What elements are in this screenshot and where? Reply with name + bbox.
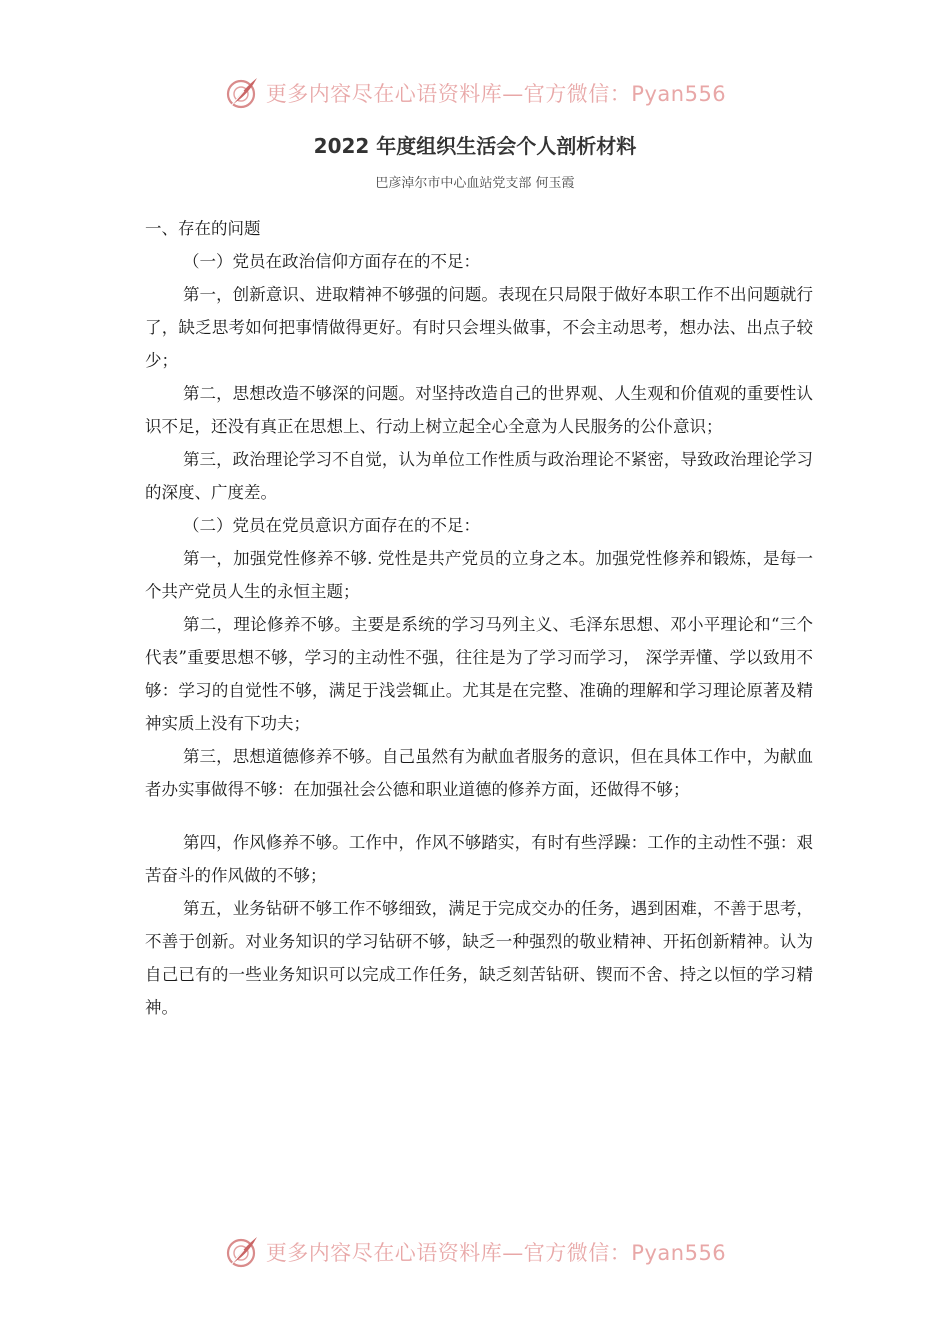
watermark-banner-top — [0, 73, 950, 113]
watermark-banner-bottom — [0, 1232, 950, 1272]
author-line: 巴彦淖尔市中心血站党支部 何玉霞 — [375, 176, 575, 191]
paragraph: 第三，思想道德修养不够。自己虽然有为献血者服务的意识，但在具体工作中，为献血者办实事做得不够：在加强社会公德和职业道德的修养方面，还做得不够； — [145, 747, 813, 799]
watermark-text: 更多内容尽在心语资料库—官方微信：Pyan556 — [265, 82, 727, 106]
subsection-heading-2: （二）党员在党员意识方面存在的不足： — [182, 516, 480, 535]
paragraph: 第二，思想改造不够深的问题。对坚持改造自己的世界观、人生观和价值观的重要性认识不足，还没有真正在思想上、行动上树立起全心全意为人民服务的公仆意识； — [145, 384, 813, 436]
paragraph: 第二，理论修养不够。主要是系统的学习马列主义、毛泽东思想、邓小平理论和“三个代表”重要思想不够，学习的主动性不强，往往是为了学习而学习， 深学弄懂、学以致用不够：学习的自觉性不够，满足于浅尝辄止。尤其是在完整、准确的理解和学习理论原著及精神实质上没有下功夫； — [145, 615, 813, 733]
feather-quill-logo-icon — [224, 1234, 260, 1270]
subsection-heading-1: （一）党员在政治信仰方面存在的不足： — [182, 252, 480, 271]
document-body — [145, 212, 813, 1024]
paragraph: 第四，作风修养不够。工作中，作风不够踏实，有时有些浮躁：工作的主动性不强：艰苦奋斗的作风做的不够； — [145, 833, 813, 885]
paragraph: 第一，创新意识、进取精神不够强的问题。表现在只局限于做好本职工作不出问题就行了，缺乏思考如何把事情做得更好。有时只会埋头做事，不会主动思考，想办法、出点子较少； — [145, 285, 813, 370]
section-heading: 一、存在的问题 — [145, 219, 261, 238]
feather-quill-logo-icon — [224, 75, 260, 111]
document-title: 2022 年度组织生活会个人剖析材料 — [313, 134, 637, 158]
paragraph: 第五，业务钻研不够工作不够细致，满足于完成交办的任务，遇到困难，不善于思考，不善于创新。对业务知识的学习钻研不够，缺乏一种强烈的敬业精神、开拓创新精神。认为自己已有的一些业务知识可以完成工作任务，缺乏刻苦钻研、锲而不舍、持之以恒的学习精神。 — [145, 899, 813, 1017]
paragraph: 第一，加强党性修养不够. 党性是共产党员的立身之本。加强党性修养和锻炼，是每一个共产党员人生的永恒主题； — [145, 549, 813, 601]
watermark-text: 更多内容尽在心语资料库—官方微信：Pyan556 — [265, 1241, 727, 1265]
paragraph: 第三，政治理论学习不自觉，认为单位工作性质与政治理论不紧密，导致政治理论学习的深度、广度差。 — [145, 450, 813, 502]
